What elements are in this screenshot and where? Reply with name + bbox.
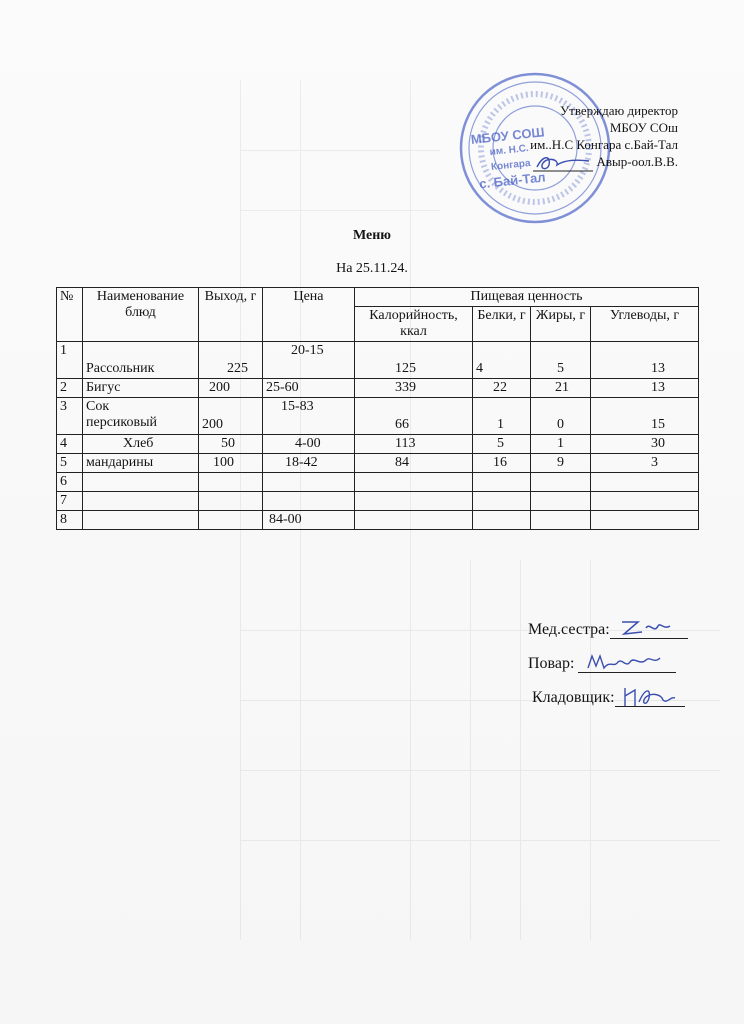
row-name: мандарины [83,454,199,473]
approval-line-2: МБОУ СОш [609,120,678,135]
table-row [57,473,699,492]
row-output: 100 [199,454,263,473]
row-price: 15-83 [263,398,355,435]
row-name: Хлеб [83,435,199,454]
approval-block [530,102,678,173]
row-carbs [591,511,699,530]
row-carbs: 30 [591,435,699,454]
row-protein [473,492,531,511]
header-price: Цена [263,288,355,342]
approval-line-1: Утверждаю директор [559,103,678,118]
cook-signature-row [528,655,676,673]
nurse-label: Мед.сестра: [528,621,610,638]
row-price: 18-42 [263,454,355,473]
row-num: 6 [57,473,83,492]
row-fat: 9 [531,454,591,473]
row-fat [531,492,591,511]
row-name: Сок персиковый [83,398,199,435]
row-calories [355,492,473,511]
row-carbs: 3 [591,454,699,473]
row-calories: 339 [355,379,473,398]
row-output: 50 [199,435,263,454]
header-name: Наименование блюд [83,288,199,342]
row-price: 20-15 [263,342,355,379]
approval-line-3: им..Н.С Конгара с.Бай-Тал [530,137,678,152]
row-output [199,511,263,530]
document-title: Меню [352,228,391,243]
header-fat: Жиры, г [531,307,591,342]
row-num: 1 [57,342,83,379]
table-row [57,435,699,454]
nurse-signature-row [528,621,688,639]
header-nutrition: Пищевая ценность [355,288,699,307]
header-carbs: Углеводы, г [591,307,699,342]
cook-label: Повар: [528,655,575,672]
row-protein: 5 [473,435,531,454]
storekeeper-label: Кладовщик: [532,689,615,706]
row-name: Рассольник [83,342,199,379]
row-carbs [591,492,699,511]
row-num: 5 [57,454,83,473]
row-price: 4-00 [263,435,355,454]
storekeeper-signature-row [532,689,685,707]
row-name [83,511,199,530]
row-price-total: 84-00 [263,511,355,530]
document-date: На 25.11.24. [336,261,408,276]
storekeeper-signature [621,684,677,710]
cook-signature-line [578,658,676,673]
row-carbs [591,473,699,492]
row-name [83,492,199,511]
storekeeper-signature-line [615,692,685,707]
row-protein [473,511,531,530]
row-fat: 5 [531,342,591,379]
row-fat: 0 [531,398,591,435]
row-protein [473,473,531,492]
nurse-signature [616,616,676,638]
row-calories: 84 [355,454,473,473]
header-row-1 [57,288,699,307]
row-output [199,473,263,492]
row-carbs: 13 [591,342,699,379]
table-row [57,379,699,398]
row-carbs: 15 [591,398,699,435]
row-fat: 21 [531,379,591,398]
row-num: 2 [57,379,83,398]
row-calories [355,511,473,530]
row-fat [531,473,591,492]
row-price: 25-60 [263,379,355,398]
row-calories: 125 [355,342,473,379]
row-name [83,473,199,492]
nurse-signature-line [610,624,688,639]
row-calories [355,473,473,492]
row-output: 200 [199,398,263,435]
header-protein: Белки, г [473,307,531,342]
row-carbs: 13 [591,379,699,398]
row-num: 4 [57,435,83,454]
cook-signature [584,650,664,674]
row-num: 3 [57,398,83,435]
row-output: 225 [199,342,263,379]
row-num: 8 [57,511,83,530]
row-protein: 22 [473,379,531,398]
stamp-inscription: МБОУ СОШ им. Н.С. Конгара с. Бай-Тал [470,124,547,192]
header-calories: Калорийность, ккал [355,307,473,342]
row-calories: 113 [355,435,473,454]
table-row [57,454,699,473]
director-signature [533,153,593,173]
row-output: 200 [199,379,263,398]
row-price [263,473,355,492]
row-protein: 1 [473,398,531,435]
table-row [57,492,699,511]
row-protein: 16 [473,454,531,473]
header-num: № [57,288,83,342]
row-protein: 4 [473,342,531,379]
row-fat: 1 [531,435,591,454]
row-num: 7 [57,492,83,511]
menu-table [56,287,699,530]
row-price [263,492,355,511]
row-calories: 66 [355,398,473,435]
row-output [199,492,263,511]
row-fat [531,511,591,530]
header-output: Выход, г [199,288,263,342]
table-row [57,511,699,530]
row-name: Бигус [83,379,199,398]
approval-line-4: Авыр-оол.В.В. [530,153,678,173]
table-row [57,342,699,379]
table-row [57,398,699,435]
